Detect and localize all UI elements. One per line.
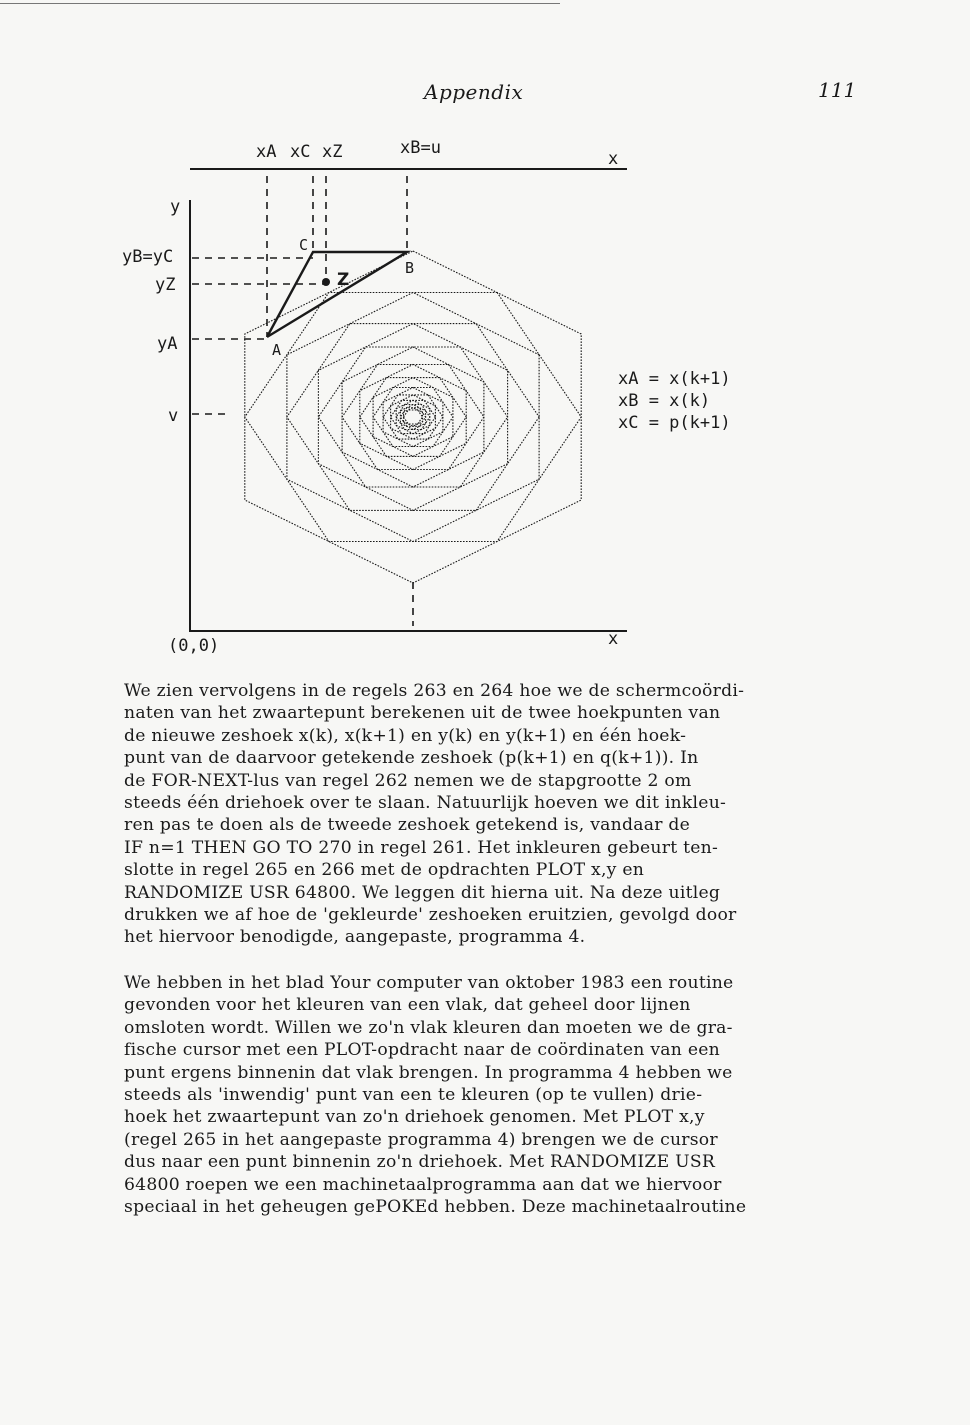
paragraph-line: (regel 265 in het aangepaste programma 4) brengen we de cursor: [124, 1129, 718, 1150]
paragraph-line: steeds één driehoek over te slaan. Natuurlijk hoeven we dit inkleu-: [124, 793, 727, 814]
paragraph-line: naten van het zwaartepunt berekenen uit de twee hoekpunten van: [124, 703, 721, 724]
label-x-axis-bottom: x: [608, 629, 619, 649]
label-yB-yC: yB=yC: [122, 247, 174, 267]
paragraph-2: [124, 972, 864, 1218]
label-point-C: C: [299, 236, 309, 254]
label-x-axis-top: x: [608, 149, 619, 169]
hexagon-spiral-figure: [0, 120, 970, 660]
hexagon: [287, 293, 539, 542]
paragraph-line: het hiervoor benodigde, aangepaste, programma 4.: [124, 927, 586, 948]
hexagon: [360, 378, 466, 457]
paragraph-line: RANDOMIZE USR 64800. We leggen dit hierna uit. Na deze uitleg: [124, 882, 721, 903]
paragraph-line: We hebben in het blad Your computer van oktober 1983 een routine: [124, 973, 734, 993]
hexagon: [287, 324, 539, 511]
label-v: v: [168, 406, 179, 426]
label-point-B: B: [405, 259, 415, 277]
hexagon: [373, 378, 453, 457]
hexagon: [360, 365, 466, 470]
paragraph-line: fische cursor met een PLOT-opdracht naar de coördinaten van een: [124, 1040, 720, 1061]
hexagon: [245, 293, 581, 542]
hexagon: [318, 347, 507, 487]
label-point-Z: Z: [337, 270, 350, 290]
running-head: Appendix: [424, 80, 524, 104]
paragraph-line: ren pas te doen als de tweede zeshoek getekend is, vandaar de: [124, 815, 691, 836]
label-top-xZ: xZ: [322, 142, 343, 162]
paragraph-line: IF n=1 THEN GO TO 270 in regel 261. Het inkleuren gebeurt ten-: [124, 837, 719, 858]
legend-line-3: xC = p(k+1): [618, 413, 731, 433]
hexagon: [404, 410, 423, 424]
legend-line-2: xB = x(k): [618, 391, 711, 411]
paragraph-1: [124, 680, 864, 949]
paragraph-line: gevonden voor het kleuren van een vlak, dat geheel door lijnen: [124, 995, 691, 1016]
hexagon: [383, 395, 443, 439]
paragraph-line: slotte in regel 265 en 266 met de opdrachten PLOT x,y en: [124, 860, 645, 881]
triangle-abc: [267, 252, 407, 337]
paragraph-line: de FOR-NEXT-lus van regel 262 nemen we de stapgrootte 2 om: [124, 770, 692, 791]
legend-line-1: xA = x(k+1): [618, 369, 731, 389]
hexagon: [373, 388, 453, 447]
hexagon: [391, 395, 436, 439]
paragraph-line: drukken we af hoe de 'gekleurde' zeshoeken eruitzien, gevolgd door: [124, 905, 737, 926]
label-top-xA: xA: [256, 142, 277, 162]
hexagon: [342, 347, 484, 487]
top-rule: [0, 3, 560, 4]
nested-hexagons: [245, 251, 581, 583]
hexagon: [245, 251, 581, 583]
label-point-A: A: [272, 341, 282, 359]
centroid-z-point: [322, 278, 330, 286]
paragraph-line: de nieuwe zeshoek x(k), x(k+1) en y(k) en y(k+1) en één hoek-: [124, 725, 687, 746]
paragraph-line: hoek het zwaartepunt van zo'n driehoek genomen. Met PLOT x,y: [124, 1107, 705, 1128]
hexagon: [391, 400, 436, 433]
hexagon: [396, 400, 430, 433]
paragraph-line: dus naar een punt binnenin zo'n driehoek. Met RANDOMIZE USR: [124, 1152, 716, 1173]
label-yZ: yZ: [155, 275, 176, 295]
paragraph-line: punt van de daarvoor getekende zeshoek (p(k+1) en q(k+1)). In: [124, 748, 699, 769]
paragraph-line: omsloten wordt. Willen we zo'n vlak kleuren dan moeten we de gra-: [124, 1017, 733, 1038]
label-top-xC: xC: [290, 142, 311, 162]
paragraph-line: steeds als 'inwendig' punt van een te kleuren (op te vullen) drie-: [124, 1085, 703, 1106]
label-y-axis: y: [170, 197, 181, 217]
label-top-xB-u: xB=u: [400, 138, 441, 158]
label-yA: yA: [157, 334, 178, 354]
hexagon: [383, 388, 443, 447]
paragraph-line: speciaal in het geheugen gePOKEd hebben. Deze machinetaalroutine: [124, 1197, 747, 1218]
hexagon: [342, 365, 484, 470]
paragraph-line: punt ergens binnenin dat vlak brengen. In programma 4 hebben we: [124, 1062, 733, 1083]
hexagon: [318, 324, 507, 511]
label-origin: (0,0): [168, 636, 220, 656]
paragraph-line: We zien vervolgens in de regels 263 en 264 hoe we de schermcoördi-: [124, 681, 745, 701]
page-number: 111: [818, 78, 857, 102]
paragraph-line: 64800 roepen we een machinetaalprogramma aan dat we hiervoor: [124, 1174, 722, 1195]
